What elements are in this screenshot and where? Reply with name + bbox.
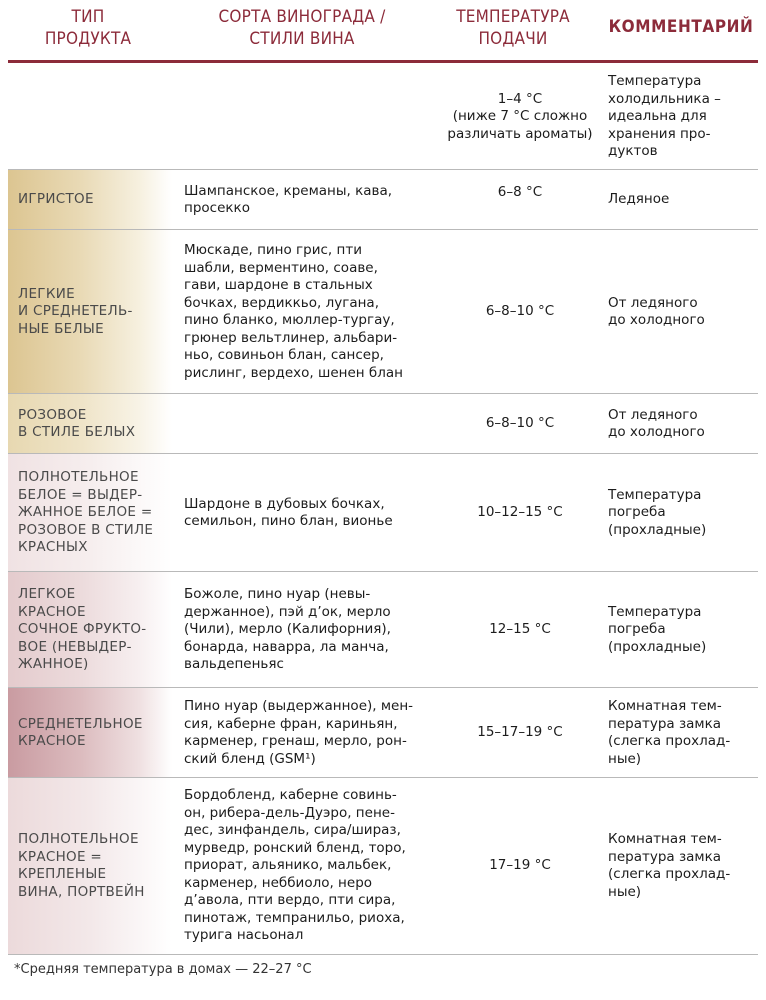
row-comment: Ледяное xyxy=(608,191,670,208)
row-grapes: Шардоне в дубовых бочках, семильон, пино блан, вионье xyxy=(184,495,393,529)
row-temperature: 17–19 °C xyxy=(489,857,551,874)
header-divider xyxy=(8,60,758,63)
table-row xyxy=(8,170,758,230)
header-product-type: ТИП ПРОДУКТА xyxy=(44,7,132,49)
table-row xyxy=(8,64,758,170)
row-comment: От ледяного до холодного xyxy=(608,406,705,440)
table-row xyxy=(8,688,758,778)
row-temperature: 12–15 °C xyxy=(489,621,551,638)
row-grapes: Бордобленд, каберне совинь- он, рибера-дель-Дуэро, пене- дес, зинфандель, сира/шираз, мурведр, ронский бленд, торо, приорат, альянико, мальбек, карменер, неббиоло, неро д’авола, пти вердо, пти сира, пинотаж, темпранильо, риоха, турига насьонал xyxy=(184,787,406,944)
row-temperature: 1–4 °C (ниже 7 °C сложно различать ароматы) xyxy=(447,90,593,142)
table-row xyxy=(8,394,758,454)
header-serving-temperature: ТЕМПЕРАТУРА ПОДАЧИ xyxy=(456,7,570,49)
row-temperature: 6–8 °C xyxy=(497,184,543,200)
header-comment: КОММЕНТАРИЙ xyxy=(608,17,754,37)
row-comment: Комнатная тем- пература замка (слегка прохлад- ные) xyxy=(608,698,731,767)
row-grapes: Шампанское, креманы, кава, просекко xyxy=(184,182,393,216)
row-grapes: Божоле, пино нуар (невы- держанное), пэй д’ок, мерло (Чили), мерло (Калифорния), бонарда, наварра, ла манча, вальдепеньяс xyxy=(184,586,391,673)
row-comment: Температура погреба (прохладные) xyxy=(608,603,707,655)
row-type: СРЕДНЕТЕЛЬНОЕ КРАСНОЕ xyxy=(8,688,172,778)
row-temperature: 6–8–10 °C xyxy=(485,415,555,432)
row-comment: Температура погреба (прохладные) xyxy=(608,486,707,538)
row-comment: Температура холодильника – идеальна для хранения про- дуктов xyxy=(608,73,721,160)
row-comment: От ледяного до холодного xyxy=(608,294,705,328)
row-type: ИГРИСТОЕ xyxy=(8,170,172,230)
row-type: ПОЛНОТЕЛЬНОЕ КРАСНОЕ = КРЕПЛЕНЫЕ ВИНА, ПОРТВЕЙН xyxy=(8,778,172,954)
row-temperature: 6–8–10 °C xyxy=(485,303,555,320)
table-header xyxy=(0,0,766,62)
footnote: *Средняя температура в домах — 22–27 °C xyxy=(14,962,312,977)
row-grapes xyxy=(184,64,416,170)
row-temperature: 10–12–15 °C xyxy=(477,504,563,521)
row-type xyxy=(8,64,172,170)
row-type: ЛЕГКИЕ И СРЕДНЕТЕЛЬ- НЫЕ БЕЛЫЕ xyxy=(8,230,172,394)
row-type: ЛЕГКОЕ КРАСНОЕ СОЧНОЕ ФРУКТО- ВОЕ (НЕВЫДЕР- ЖАННОЕ) xyxy=(8,572,172,688)
row-grapes: Пино нуар (выдержанное), мен- сия, каберне фран, кариньян, карменер, гренаш, мерло, рон- ский бленд (GSM¹) xyxy=(184,698,414,767)
row-type: РОЗОВОЕ В СТИЛЕ БЕЛЫХ xyxy=(8,394,172,454)
table-row xyxy=(8,230,758,394)
table-row xyxy=(8,454,758,572)
table-row xyxy=(8,572,758,688)
row-temperature: 15–17–19 °C xyxy=(477,724,563,741)
table-row xyxy=(8,778,758,954)
header-grape-varieties: СОРТА ВИНОГРАДА / СТИЛИ ВИНА xyxy=(218,7,386,49)
row-comment: Комнатная тем- пература замка (слегка прохлад- ные) xyxy=(608,831,731,900)
row-type: ПОЛНОТЕЛЬНОЕ БЕЛОЕ = ВЫДЕР- ЖАННОЕ БЕЛОЕ = РОЗОВОЕ В СТИЛЕ КРАСНЫХ xyxy=(8,454,172,572)
footnote-divider xyxy=(8,954,758,955)
row-grapes: Мюскаде, пино грис, пти шабли, верментино, соаве, гави, шардоне в стальных бочках, вердиккьо, лугана, пино бланко, мюллер-тургау, грюнер вельтлинер, альбари- ньо, совиньон блан, сансер, рислинг, вердехо, шенен блан xyxy=(184,242,403,381)
row-grapes xyxy=(184,394,416,454)
